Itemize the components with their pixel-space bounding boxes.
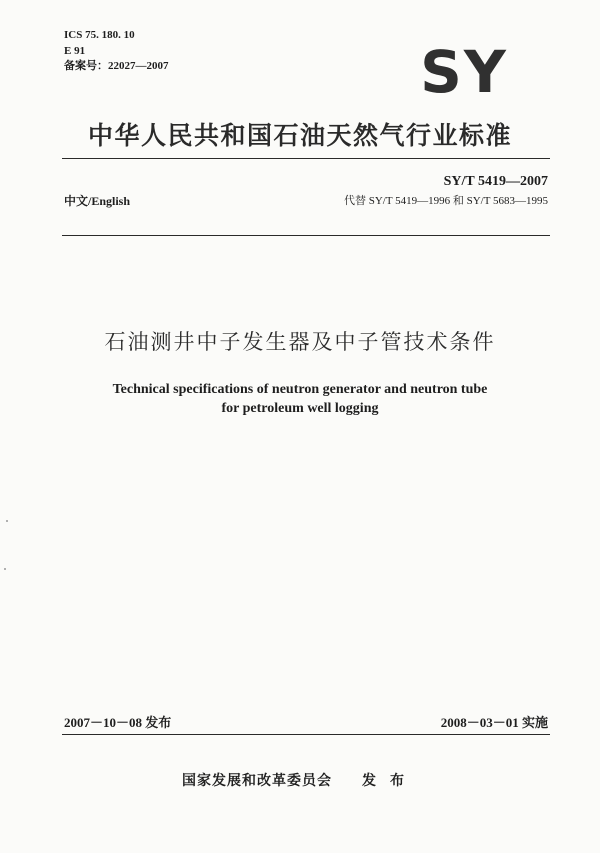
publisher-name: 国家发展和改革委员会 xyxy=(182,773,332,789)
scan-speck xyxy=(6,520,8,522)
language-label: 中文/English xyxy=(64,194,131,208)
industry-standard-title: 中华人民共和国石油天然气行业标准 xyxy=(87,121,512,150)
classification-code: E 91 xyxy=(64,45,86,57)
english-title-line-1: Technical specifications of neutron generator and neutron tube xyxy=(112,382,488,397)
ics-code: ICS 75. 180. 10 xyxy=(64,29,135,41)
english-title xyxy=(0,380,600,418)
publisher-line xyxy=(0,770,600,790)
scan-speck xyxy=(4,568,6,570)
footer-divider xyxy=(62,734,550,735)
sy-logo xyxy=(408,40,520,96)
english-title-line-2: for petroleum well logging xyxy=(221,401,379,416)
standard-number: SY/T 5419—2007 xyxy=(443,174,548,189)
publisher-verb: 发布 xyxy=(362,773,418,789)
top-divider xyxy=(62,158,550,159)
sy-logo-text: SY xyxy=(420,40,508,96)
header-divider xyxy=(62,235,550,236)
replaces-note: 代替 SY/T 5419—1996 和 SY/T 5683—1995 xyxy=(343,195,548,207)
implementation-date: 2008－03－01 实施 xyxy=(440,715,548,730)
issue-date: 2007－10－08 发布 xyxy=(64,715,172,730)
chinese-title: 石油测井中子发生器及中子管技术条件 xyxy=(104,330,496,354)
registration-number: 备案号：22027—2007 xyxy=(64,60,169,72)
